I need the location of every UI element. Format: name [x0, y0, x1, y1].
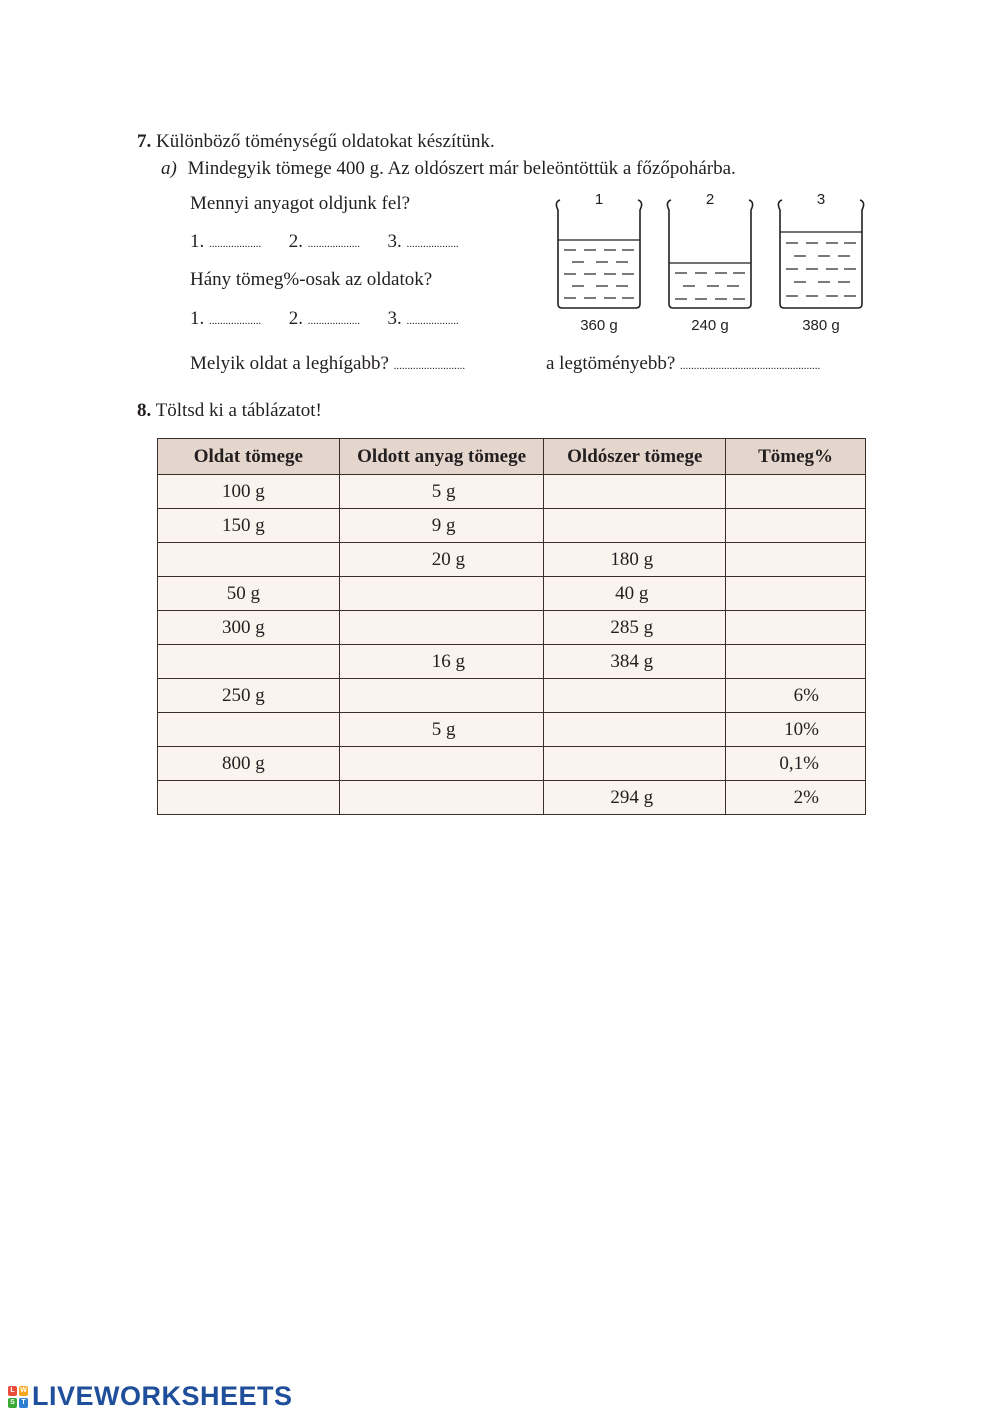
cell-solvent-mass: 40 g [544, 577, 726, 611]
answer-blank-2[interactable]: ................... [307, 238, 360, 250]
cell-mass-percent[interactable] [726, 611, 866, 645]
table-row [158, 781, 866, 815]
cell-solute-mass: 9 g [339, 509, 544, 543]
cell-solution-mass: 250 g [158, 679, 340, 713]
liquid-dashes-3 [786, 243, 856, 296]
answer-blank-1[interactable]: ................... [209, 238, 262, 250]
table-row [158, 543, 866, 577]
solution-table [157, 438, 866, 815]
logo-tile: T [19, 1398, 28, 1408]
answer-blank-6[interactable]: ................... [406, 315, 459, 327]
answer-label-2: 2. [288, 231, 303, 252]
cell-mass-percent: 0,1% [726, 747, 866, 781]
beaker-mass-1: 360 g [580, 317, 618, 334]
cell-solute-mass[interactable] [339, 611, 544, 645]
part-a-label: a) [161, 158, 177, 179]
logo-tile: W [20, 1386, 27, 1394]
cell-solvent-mass[interactable] [544, 509, 726, 543]
task7-title: Különböző töménységű oldatokat készítünk. [156, 131, 495, 152]
cell-mass-percent[interactable] [726, 577, 866, 611]
answer-blank-concentrated[interactable]: ................................................... [680, 360, 821, 372]
question-concentrated [546, 353, 820, 377]
liquid-dashes-1 [564, 250, 634, 298]
cell-solution-mass: 800 g [158, 747, 340, 781]
task8-title: Töltsd ki a táblázatot! [155, 400, 322, 421]
cell-solvent-mass[interactable] [544, 679, 726, 713]
liquid-dashes-2 [675, 273, 745, 299]
cell-mass-percent: 10% [726, 713, 866, 747]
cell-solution-mass: 50 g [158, 577, 340, 611]
logo-icon [8, 1386, 28, 1408]
answer-blank-4[interactable]: ................... [209, 315, 262, 327]
table-row [158, 679, 866, 713]
beaker-1 [556, 191, 641, 334]
cell-solute-mass[interactable] [339, 679, 544, 713]
cell-mass-percent: 6% [726, 679, 866, 713]
cell-solution-mass[interactable] [158, 713, 340, 747]
question-amount: Mennyi anyagot oldjunk fel? [190, 193, 411, 214]
cell-solution-mass: 150 g [158, 509, 340, 543]
answer-label-1: 1. [190, 308, 205, 329]
beaker-outline-1 [556, 200, 641, 308]
table-header-row [158, 439, 866, 475]
cell-solution-mass[interactable] [158, 543, 340, 577]
cell-solution-mass[interactable] [158, 645, 340, 679]
task7-number: 7. [137, 131, 152, 152]
cell-solute-mass[interactable] [339, 577, 544, 611]
answer-label-1: 1. [190, 231, 205, 252]
cell-mass-percent[interactable] [726, 509, 866, 543]
part-a-text: Mindegyik tömege 400 g. Az oldószert már beleöntöttük a főzőpohárba. [187, 158, 736, 179]
beaker-mass-2: 240 g [691, 317, 729, 334]
answer-label-2: 2. [288, 308, 303, 329]
logo-tile: S [8, 1398, 17, 1408]
question-dilute-text: Melyik oldat a leghígabb? [190, 353, 389, 374]
beakers-figure [550, 188, 870, 338]
task7-part-a [161, 158, 736, 180]
cell-solute-mass: 16 g [339, 645, 544, 679]
cell-solute-mass: 5 g [339, 713, 544, 747]
table-row [158, 611, 866, 645]
question-dilute [190, 353, 465, 377]
cell-solute-mass: 20 g [339, 543, 544, 577]
cell-solution-mass: 100 g [158, 475, 340, 509]
table-row [158, 509, 866, 543]
cell-solvent-mass: 294 g [544, 781, 726, 815]
cell-solvent-mass: 285 g [544, 611, 726, 645]
table-row [158, 713, 866, 747]
task8-number: 8. [137, 400, 152, 421]
answer-row-amount [190, 231, 459, 255]
beaker-outline-3 [778, 200, 863, 308]
cell-solution-mass: 300 g [158, 611, 340, 645]
answer-blank-dilute[interactable]: .......................... [393, 360, 466, 372]
beaker-mass-3: 380 g [802, 317, 840, 334]
table-row [158, 645, 866, 679]
header-solute-mass: Oldott anyag tömege [339, 439, 544, 475]
answer-blank-3[interactable]: ................... [406, 238, 459, 250]
cell-solution-mass[interactable] [158, 781, 340, 815]
question-concentrated-text: a legtöményebb? [546, 353, 676, 374]
table-row [158, 747, 866, 781]
table-row [158, 475, 866, 509]
task7-heading [137, 131, 495, 153]
header-solution-mass: Oldat tömege [158, 439, 340, 475]
cell-solute-mass[interactable] [339, 747, 544, 781]
answer-blank-5[interactable]: ................... [307, 315, 360, 327]
cell-solute-mass[interactable] [339, 781, 544, 815]
cell-mass-percent[interactable] [726, 543, 866, 577]
cell-solvent-mass[interactable] [544, 747, 726, 781]
question-percent: Hány tömeg%-osak az oldatok? [190, 269, 433, 290]
logo-tile: L [8, 1386, 17, 1396]
table-row [158, 577, 866, 611]
cell-solvent-mass: 384 g [544, 645, 726, 679]
cell-mass-percent: 2% [726, 781, 866, 815]
cell-solvent-mass: 180 g [544, 543, 726, 577]
beaker-number-3: 3 [816, 191, 826, 208]
cell-solvent-mass[interactable] [544, 713, 726, 747]
cell-solute-mass: 5 g [339, 475, 544, 509]
header-mass-percent: Tömeg% [726, 439, 866, 475]
cell-mass-percent[interactable] [726, 645, 866, 679]
cell-mass-percent[interactable] [726, 475, 866, 509]
beaker-number-2: 2 [705, 191, 715, 208]
answer-row-percent [190, 308, 459, 332]
logo-text: LIVEWORKSHEETS [32, 1381, 293, 1411]
task8-heading [137, 400, 322, 422]
answer-label-3: 3. [387, 231, 402, 252]
beaker-outline-2 [667, 200, 752, 308]
beaker-2 [667, 191, 752, 334]
header-solvent-mass: Oldószer tömege [544, 439, 726, 475]
beaker-3 [778, 191, 863, 334]
beaker-number-1: 1 [594, 191, 604, 208]
answer-label-3: 3. [387, 308, 402, 329]
cell-solvent-mass[interactable] [544, 475, 726, 509]
liveworksheets-logo[interactable] [8, 1381, 293, 1412]
